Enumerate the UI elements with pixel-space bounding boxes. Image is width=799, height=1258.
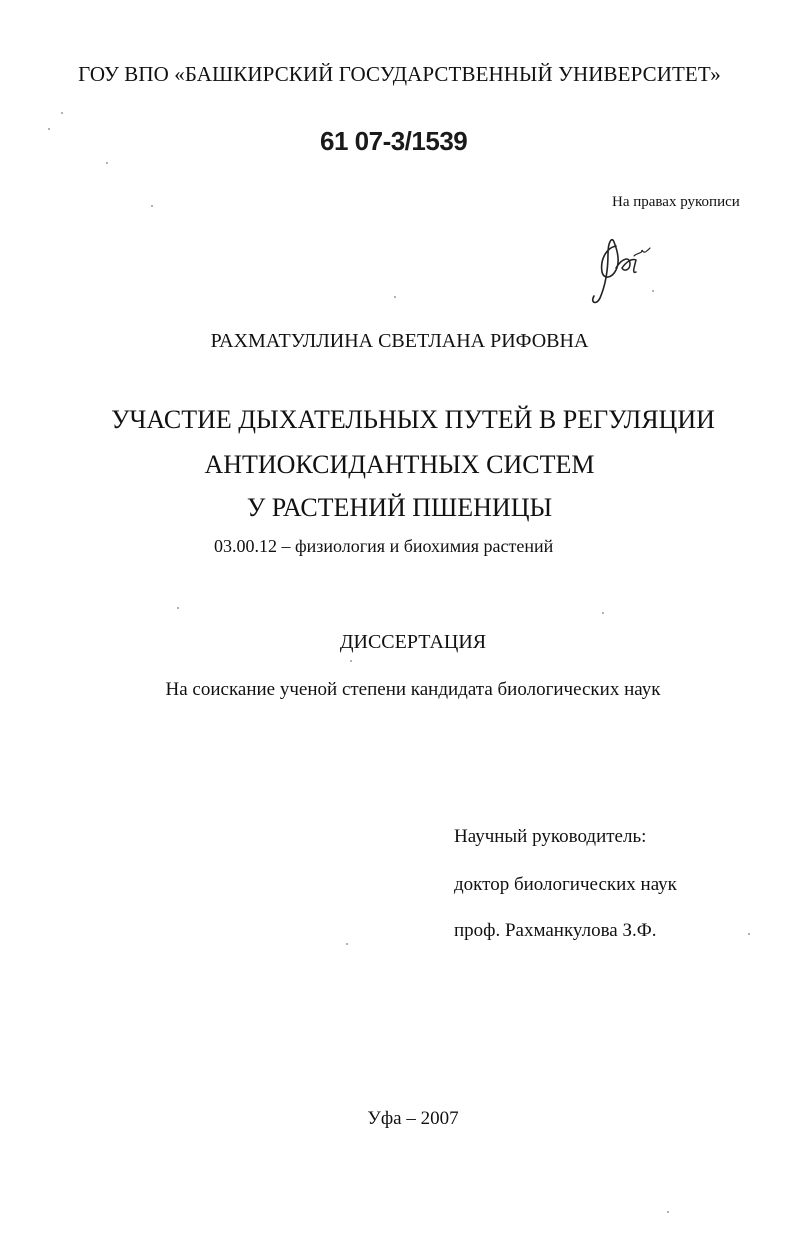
scan-speck (652, 290, 654, 292)
title-line-1: УЧАСТИЕ ДЫХАТЕЛЬНЫХ ПУТЕЙ В РЕГУЛЯЦИИ (111, 405, 715, 434)
signature-icon (586, 228, 658, 308)
scan-speck (602, 612, 604, 614)
scan-speck (177, 607, 179, 609)
scan-speck (106, 162, 108, 164)
supervisor-name: проф. Рахманкулова З.Ф. (454, 920, 657, 941)
city-year: Уфа – 2007 (367, 1108, 459, 1129)
university-name: ГОУ ВПО «БАШКИРСКИЙ ГОСУДАРСТВЕННЫЙ УНИВЕРСИТЕТ» (78, 62, 721, 86)
manuscript-note: На правах рукописи (612, 194, 740, 210)
scan-speck (346, 943, 348, 945)
specialty-code: 03.00.12 – физиология и биохимия растений (214, 536, 554, 556)
scan-speck (748, 933, 750, 935)
supervisor-label: Научный руководитель: (454, 826, 647, 847)
scan-speck (48, 128, 50, 130)
scan-speck (151, 205, 153, 207)
scan-speck (61, 112, 63, 114)
author-name: РАХМАТУЛЛИНА СВЕТЛАНА РИФОВНА (210, 330, 589, 352)
scan-speck (350, 660, 352, 662)
document-type: ДИССЕРТАЦИЯ (339, 631, 487, 653)
title-line-3: У РАСТЕНИЙ ПШЕНИЦЫ (246, 493, 553, 522)
scan-speck (667, 1211, 669, 1213)
scan-speck (394, 296, 396, 298)
title-line-2: АНТИОКСИДАНТНЫХ СИСТЕМ (204, 450, 595, 479)
archive-number: 61 07-3/1539 (320, 126, 468, 156)
supervisor-degree: доктор биологических наук (454, 874, 677, 895)
degree-statement: На соискание ученой степени кандидата биологических наук (165, 679, 661, 700)
